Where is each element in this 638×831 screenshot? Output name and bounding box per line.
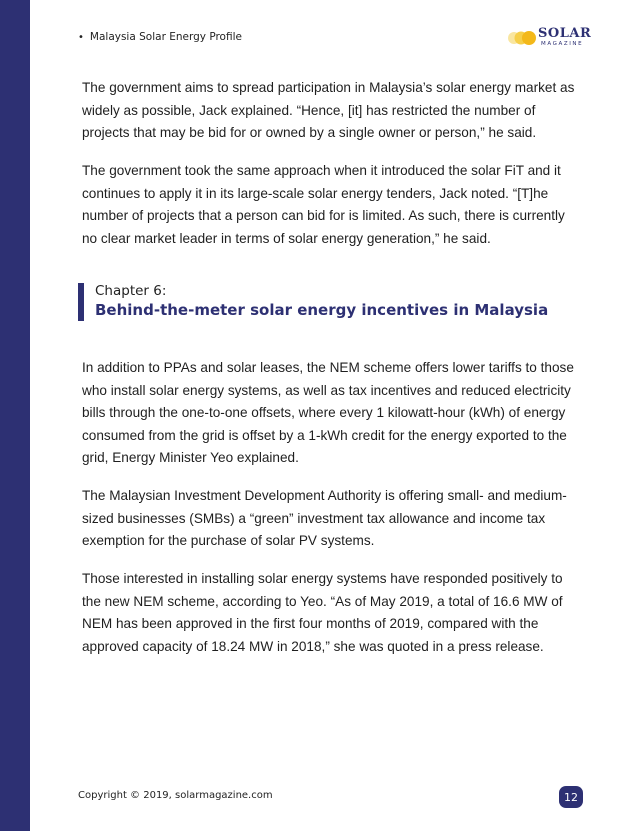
running-header <box>78 31 242 43</box>
solar-magazine-logo-icon <box>508 31 538 45</box>
paragraph-2: The government took the same approach when it introduced the solar FiT and it continues to apply it in its large-scale solar energy tenders, Jack noted. “[T]he number of projects that a person can bid for is limited. As such, there is currently no clear market leader in terms of solar energy generation,” he said. <box>82 163 565 246</box>
document-title: Malaysia Solar Energy Profile <box>89 31 242 43</box>
chapter-title: Behind-the-meter solar energy incentives in Malaysia <box>95 301 549 319</box>
solar-magazine-logo <box>508 26 592 49</box>
chapter-number: Chapter 6: <box>95 283 167 299</box>
logo-wordmark: SOLAR <box>538 26 592 41</box>
paragraph-3: In addition to PPAs and solar leases, the NEM scheme offers lower tariffs to those who install solar energy systems, as well as tax incentives and reduced electricity bills through the one-to-one offsets, where every 1 kilowatt-hour (kWh) of energy consumed from the grid is offset by a 1-kWh credit for the energy exported to the grid, Energy Minister Yeo explained. <box>82 360 574 465</box>
header-bullet: • <box>78 31 84 43</box>
paragraph-5: Those interested in installing solar energy systems have responded positively to the new NEM scheme, according to Yeo. “As of May 2019, a total of 16.6 MW of NEM has been approved in the first four months of 2019, compared with the approved capacity of 18.24 MW in 2018,” she was quoted in a press release. <box>82 571 563 654</box>
left-sidebar-band <box>0 0 30 831</box>
footer-copyright: Copyright © 2019, solarmagazine.com <box>78 790 273 801</box>
logo-subtitle: MAGAZINE <box>541 41 584 47</box>
chapter-heading <box>78 283 548 321</box>
page-number-badge: 12 <box>559 786 583 808</box>
paragraph-1: The government aims to spread participation in Malaysia’s solar energy market as widely as possible, Jack explained. “Hence, [it] has restricted the number of projects that may be bid for or owned by a single owner or person,” he said. <box>82 80 575 140</box>
paragraph-4: The Malaysian Investment Development Authority is offering small- and medium-sized businesses (SMBs) a “green” investment tax allowance and income tax exemption for the purchase of solar PV systems. <box>82 488 567 548</box>
